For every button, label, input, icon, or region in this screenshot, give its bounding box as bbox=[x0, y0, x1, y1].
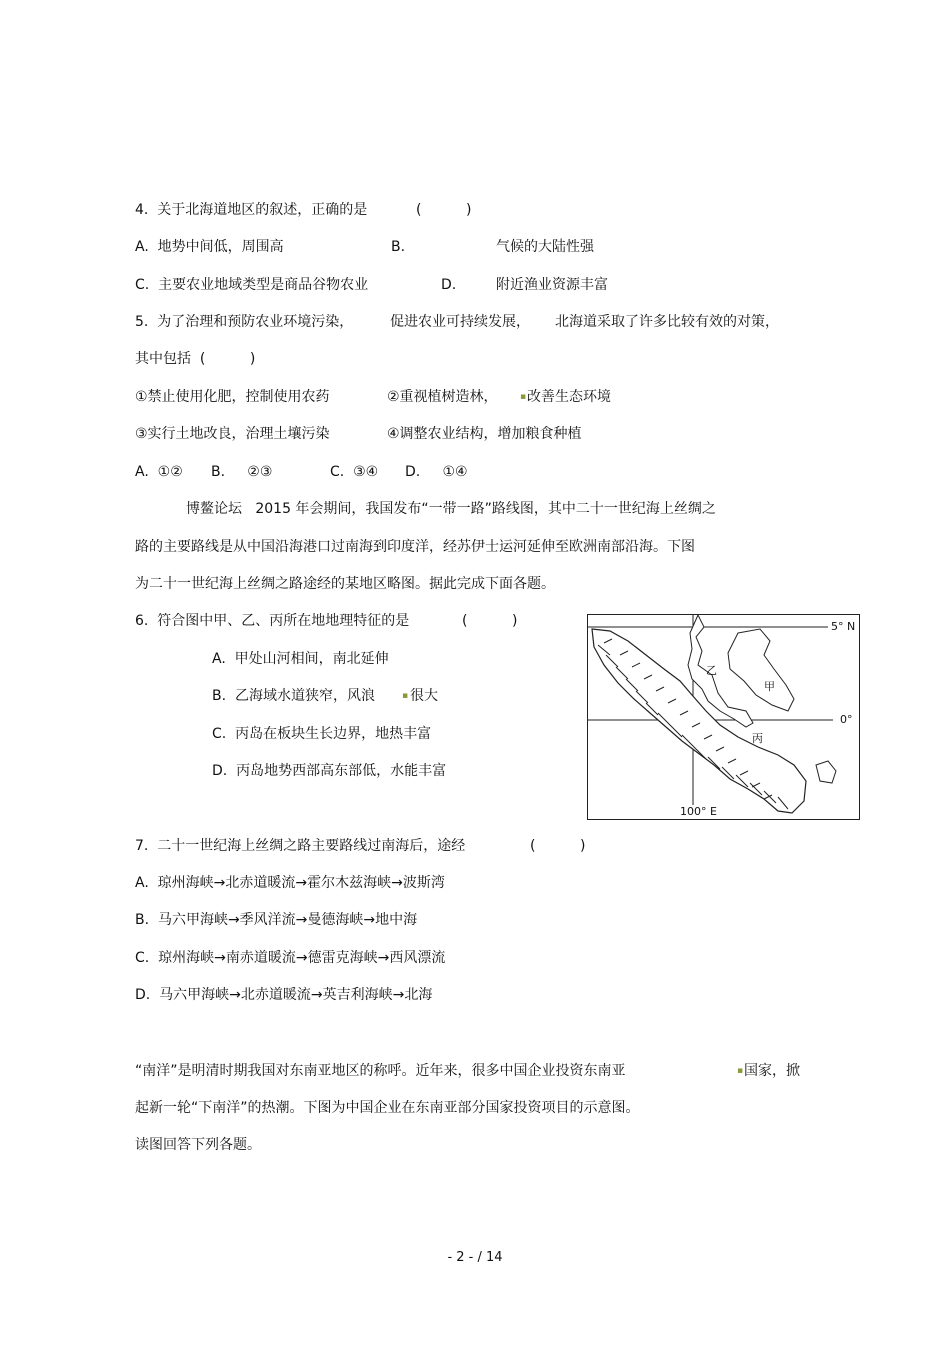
latitude-5n-label: 5° N bbox=[831, 620, 856, 633]
map-label-yi: 乙 bbox=[706, 664, 717, 677]
passage1-line2: 路的主要路线是从中国沿海港口过南海到印度洋，经苏伊士运河延伸至欧洲南部沿海。下图 bbox=[135, 539, 695, 555]
scan-dot-mark: ▪ bbox=[402, 691, 409, 701]
q5-option-a: A. ①② bbox=[135, 464, 183, 480]
q7-stem: 7. 二十一世纪海上丝绸之路主要路线过南海后，途经 bbox=[135, 838, 466, 854]
q5-item-2: ②重视植树造林， bbox=[387, 389, 498, 405]
page-number: - 2 - / 14 bbox=[447, 1250, 503, 1265]
q4-option-d-text: 附近渔业资源丰富 bbox=[496, 277, 608, 293]
q5-option-c: C. ③④ bbox=[330, 464, 379, 480]
q5-stem-part1: 5. 为了治理和预防农业环境污染， bbox=[135, 314, 354, 330]
q5-item-3: ③实行土地改良，治理土壤污染 bbox=[135, 426, 330, 442]
map-label-bing: 丙 bbox=[752, 732, 763, 745]
map-drawing bbox=[588, 615, 859, 819]
q7-answer-paren: ( ) bbox=[530, 838, 586, 854]
q5-option-d: D. ①④ bbox=[405, 464, 468, 480]
q5-item-2-tail: 改善生态环境 bbox=[527, 389, 611, 405]
q5-stem-line2: 其中包括 ( ) bbox=[135, 351, 256, 367]
q6-option-b-tail: 很大 bbox=[410, 688, 438, 704]
equator-label: 0° bbox=[840, 713, 853, 726]
small-island bbox=[816, 761, 836, 783]
q6-option-a: A. 甲处山河相间，南北延伸 bbox=[212, 651, 389, 667]
map-label-jia: 甲 bbox=[764, 680, 775, 693]
q7-option-d: D. 马六甲海峡→北赤道暖流→英吉利海峡→北海 bbox=[135, 987, 433, 1003]
q4-option-b-letter: B. bbox=[391, 239, 406, 255]
q4-option-c: C. 主要农业地域类型是商品谷物农业 bbox=[135, 277, 369, 293]
q4-option-d-letter: D. bbox=[441, 277, 457, 293]
passage2-line3: 读图回答下列各题。 bbox=[135, 1137, 261, 1153]
scan-dot-mark: ▪ bbox=[520, 392, 527, 402]
q6-answer-paren: ( ) bbox=[462, 613, 518, 629]
passage2-line1-tail: 国家，掀 bbox=[744, 1063, 800, 1079]
passage2-line1: “南洋”是明清时期我国对东南亚地区的称呼。近年来，很多中国企业投资东南亚 bbox=[135, 1063, 626, 1079]
q5-option-b: B. ②③ bbox=[211, 464, 273, 480]
q4-option-b-text: 气候的大陆性强 bbox=[496, 239, 594, 255]
q6-stem: 6. 符合图中甲、乙、丙所在地地理特征的是 bbox=[135, 613, 410, 629]
q4-answer-paren: ( ) bbox=[416, 202, 472, 218]
passage1-line1: 博鳌论坛 2015 年会期间，我国发布“一带一路”路线图，其中二十一世纪海上丝绸之 bbox=[186, 501, 716, 517]
passage1-line3: 为二十一世纪海上丝绸之路途经的某地区略图。据此完成下面各题。 bbox=[135, 576, 555, 592]
q5-item-4: ④调整农业结构，增加粮食种植 bbox=[387, 426, 582, 442]
q5-stem-part2: 促进农业可持续发展， bbox=[390, 314, 530, 330]
q6-option-d: D. 丙岛地势西部高东部低，水能丰富 bbox=[212, 763, 447, 779]
borneo-coast bbox=[728, 629, 794, 711]
sumatra-map-figure bbox=[587, 614, 860, 820]
q6-option-c: C. 丙岛在板块生长边界，地热丰富 bbox=[212, 726, 432, 742]
q4-option-a: A. 地势中间低，周围高 bbox=[135, 239, 284, 255]
q7-option-a: A. 琼州海峡→北赤道暖流→霍尔木兹海峡→波斯湾 bbox=[135, 875, 445, 891]
passage2-line2: 起新一轮“下南洋”的热潮。下图为中国企业在东南亚部分国家投资项目的示意图。 bbox=[135, 1100, 640, 1116]
q4-stem: 4. 关于北海道地区的叙述，正确的是 bbox=[135, 202, 368, 218]
longitude-100e-label: 100° E bbox=[680, 805, 717, 818]
scan-dot-mark: ▪ bbox=[737, 1066, 744, 1076]
q5-stem-part3: 北海道采取了许多比较有效的对策， bbox=[555, 314, 779, 330]
q7-option-c: C. 琼州海峡→南赤道暖流→德雷克海峡→西风漂流 bbox=[135, 950, 446, 966]
q7-option-b: B. 马六甲海峡→季风洋流→曼德海峡→地中海 bbox=[135, 912, 418, 928]
q5-item-1: ①禁止使用化肥，控制使用农药 bbox=[135, 389, 330, 405]
q6-option-b: B. 乙海域水道狭窄，风浪 bbox=[212, 688, 375, 704]
